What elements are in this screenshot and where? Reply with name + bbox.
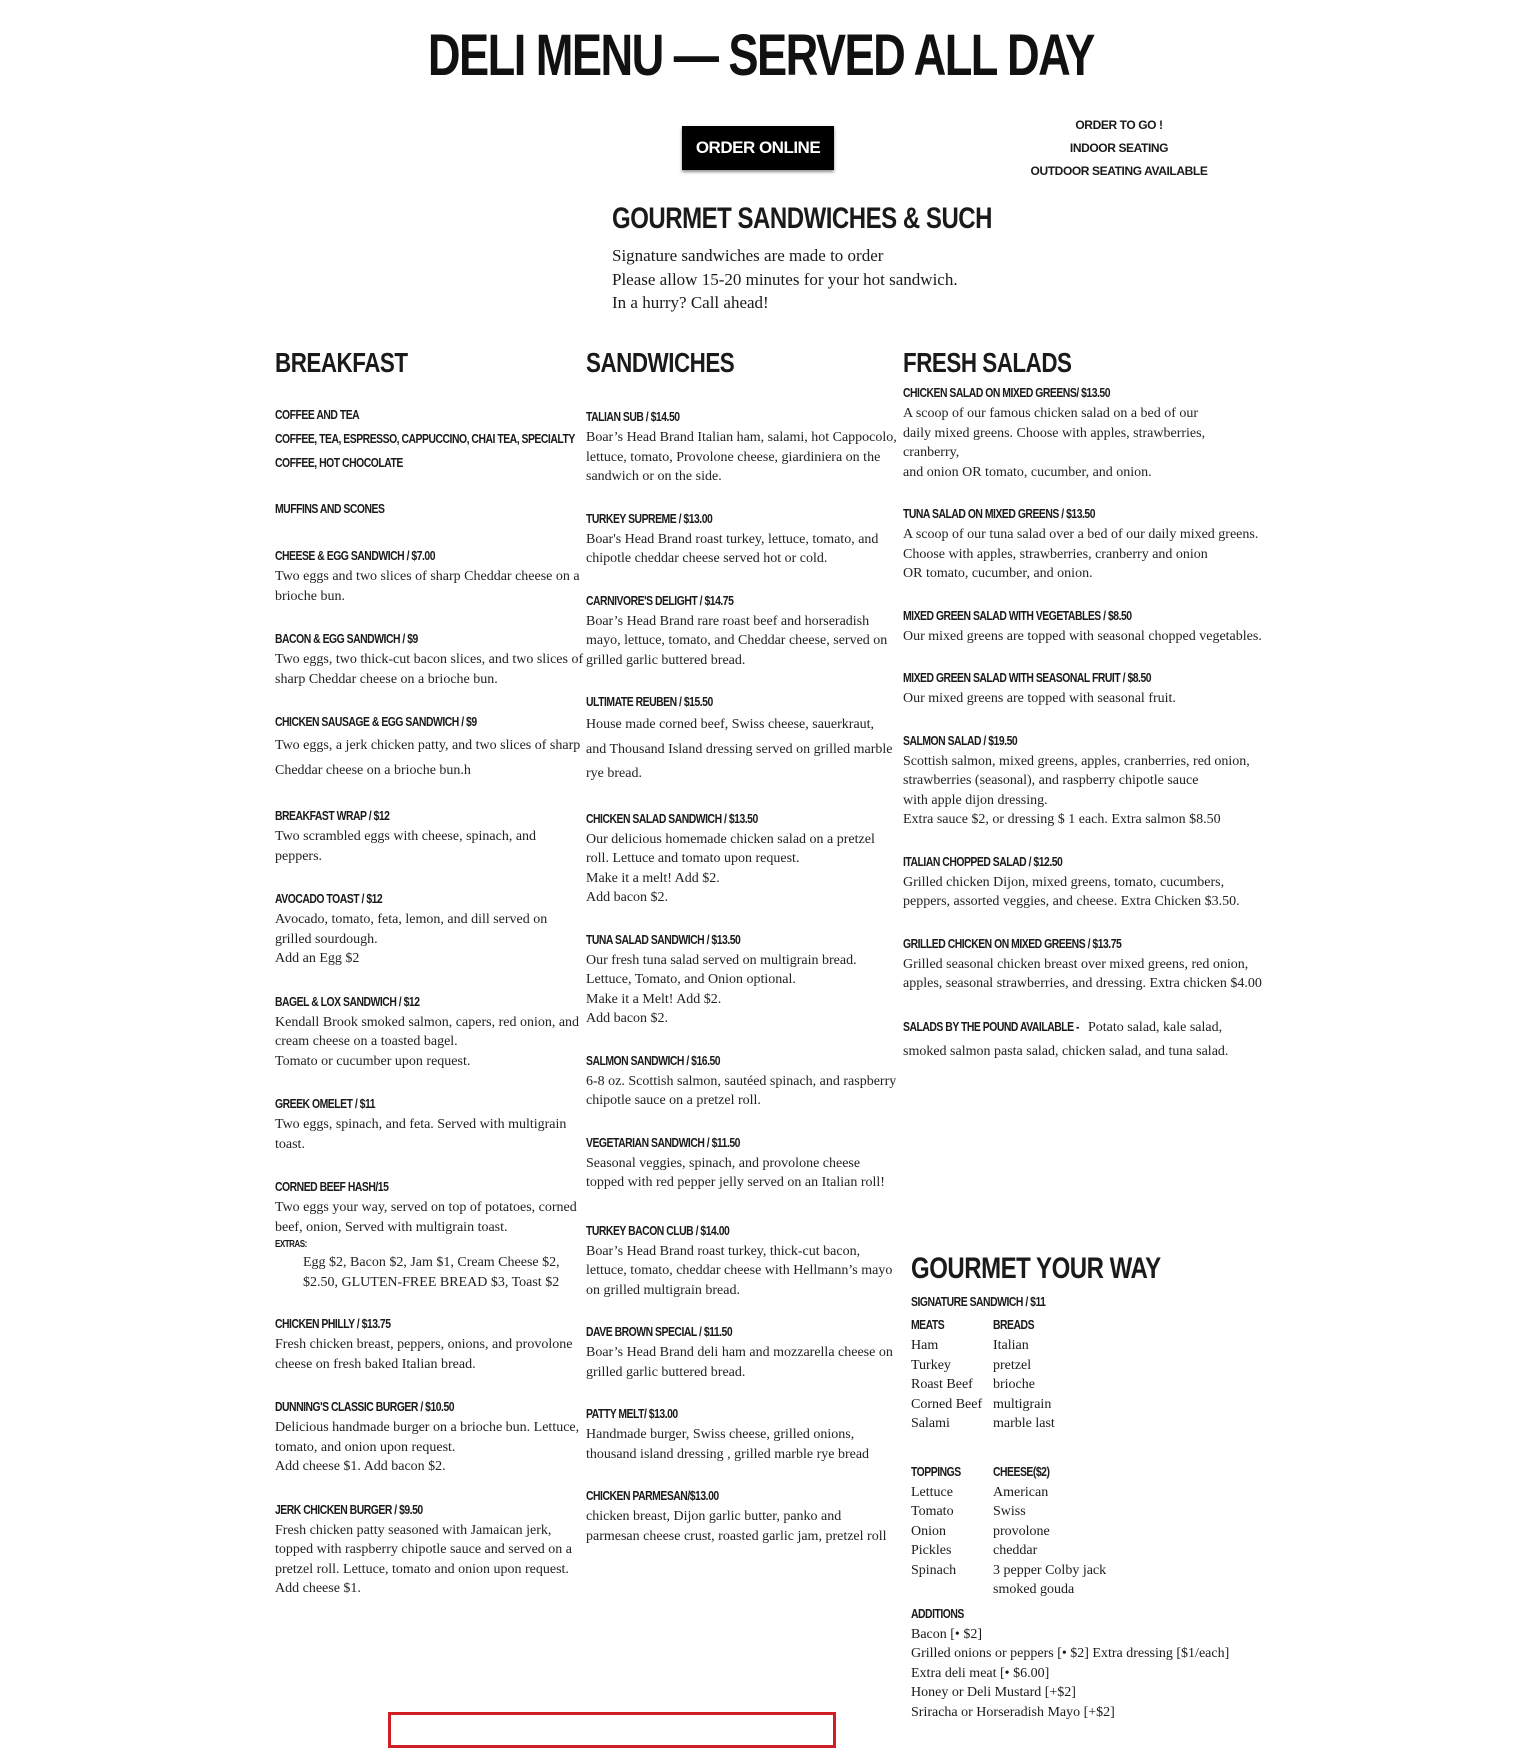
item-name: GRILLED CHICKEN ON MIXED GREENS / $13.75 xyxy=(903,935,1122,951)
menu-item xyxy=(275,710,585,783)
menu-item xyxy=(586,1320,902,1382)
menu-item xyxy=(586,1049,902,1111)
cheese-label: CHEESE($2) xyxy=(993,1463,1050,1479)
menu-item xyxy=(275,627,585,689)
item-description: Two eggs your way, served on top of potatoes, corned beef, onion, Served with multigrain toast. xyxy=(275,1200,577,1235)
menu-item xyxy=(903,381,1263,482)
salads-heading: FRESH SALADS xyxy=(903,347,1072,378)
cheese-option: Swiss xyxy=(993,1504,1026,1519)
menu-item xyxy=(586,1484,902,1546)
item-name: BAGEL & LOX SANDWICH / $12 xyxy=(275,993,420,1009)
cheese-option: American xyxy=(993,1484,1049,1500)
item-name: CHICKEN PARMESAN/$13.00 xyxy=(586,1488,719,1503)
menu-item xyxy=(903,502,1263,584)
menu-item xyxy=(275,1175,585,1237)
salads-by-pound xyxy=(903,1014,1263,1064)
menu-item xyxy=(275,804,585,866)
sandwiches-heading: SANDWICHES xyxy=(586,347,735,378)
item-description: A scoop of our famous chicken salad on a bed of our daily mixed greens. Choose with apples, strawberries, cranberry, and onion OR tomato, cucumber, and onion. xyxy=(903,406,1206,480)
item-name: CHICKEN PHILLY / $13.75 xyxy=(275,1316,391,1331)
item-description: Grilled seasonal chicken breast over mixed greens, red onion, apples, seasonal strawberries, and dressing. Extra chicken $4.00 xyxy=(903,956,1262,991)
item-name: CORNED BEEF HASH/15 xyxy=(275,1179,389,1194)
item-description: Boar's Head Brand roast turkey, lettuce, tomato, and chipotle cheddar cheese served hot or cold. xyxy=(586,531,879,566)
breakfast-column xyxy=(275,345,585,1599)
note-indoor-seating: INDOOR SEATING xyxy=(1069,141,1169,155)
menu-item xyxy=(275,1498,585,1599)
salads-by-pound-text: Potato salad, kale salad, xyxy=(1087,1019,1223,1035)
item-name: MIXED GREEN SALAD WITH SEASONAL FRUIT / $8.50 xyxy=(903,670,1152,685)
item-name: TUNA SALAD SANDWICH / $13.50 xyxy=(586,931,741,947)
item-description: Fresh chicken patty seasoned with Jamaican jerk, topped with raspberry chipotle sauce and served on a pretzel roll. Lettuce, tomato and onion upon request. Add cheese $1. xyxy=(275,1522,573,1596)
item-name: VEGETARIAN SANDWICH / $11.50 xyxy=(586,1134,740,1150)
muffins-scones: MUFFINS AND SCONES xyxy=(275,501,385,516)
menu-item xyxy=(903,932,1263,994)
menu-item xyxy=(275,544,585,606)
meats-breads-table xyxy=(911,1313,1291,1434)
item-description: Boar’s Head Brand Italian ham, salami, hot Cappocolo, lettuce, tomato, Provolone cheese, giardiniera on the sandwich or on the side. xyxy=(586,430,897,484)
addition-option: Extra deli meat [• $6.00] xyxy=(911,1665,1050,1681)
gourmet-heading: GOURMET SANDWICHES & SUCH xyxy=(612,202,993,235)
addition-option: Sriracha or Horseradish Mayo [+$2] xyxy=(911,1704,1115,1720)
item-description: Boar’s Head Brand rare roast beef and horseradish mayo, lettuce, tomato, and Cheddar cheese, served on grilled garlic buttered bread. xyxy=(586,613,888,668)
item-name: CHICKEN SALAD ON MIXED GREENS/ $13.50 xyxy=(903,385,1111,400)
item-description: Kendall Brook smoked salmon, capers, red onion, and cream cheese on a toasted bagel. Tomato or cucumber upon request. xyxy=(275,1014,580,1069)
order-online-button[interactable]: ORDER ONLINE xyxy=(682,126,834,170)
note-outdoor-seating: OUTDOOR SEATING AVAILABLE xyxy=(1030,164,1208,178)
item-name: CHEESE & EGG SANDWICH / $7.00 xyxy=(275,548,436,563)
item-description: Handmade burger, Swiss cheese, grilled onions, thousand island dressing , grilled marble rye bread xyxy=(586,1427,870,1462)
item-description: Two eggs, spinach, and feta. Served with multigrain toast. xyxy=(275,1117,567,1152)
meat-option: Ham xyxy=(911,1338,939,1353)
meats-label: MEATS xyxy=(911,1317,945,1332)
bread-option: marble last xyxy=(993,1416,1055,1431)
menu-item xyxy=(275,1092,585,1154)
item-name: TUNA SALAD ON MIXED GREENS / $13.50 xyxy=(903,506,1096,521)
item-description: Scottish salmon, mixed greens, apples, cranberries, red onion, strawberries (seasonal), and raspberry chipotle sauce with apple dijon dressing. Extra sauce $2, or dressing $ 1 each. Extra salmon $8.50 xyxy=(903,753,1250,827)
coffee-tea-block xyxy=(275,403,585,475)
menu-item xyxy=(275,887,585,969)
salads-by-pound-label: SALADS BY THE POUND AVAILABLE - xyxy=(903,1018,1079,1034)
menu-item xyxy=(275,1312,585,1374)
item-description: Boar’s Head Brand deli ham and mozzarella cheese on grilled garlic buttered bread. xyxy=(586,1345,893,1380)
menu-item xyxy=(586,507,902,569)
toppings-cheese-table xyxy=(911,1460,1291,1600)
item-description: Seasonal veggies, spinach, and provolone cheese topped with red pepper jelly served on an Italian roll! xyxy=(586,1155,885,1190)
signature-sandwich: SIGNATURE SANDWICH / $11 xyxy=(911,1294,1046,1309)
sandwiches-column xyxy=(586,345,902,1546)
extras-block xyxy=(275,1237,585,1292)
menu-item xyxy=(586,405,902,487)
item-name: JERK CHICKEN BURGER / $9.50 xyxy=(275,1501,423,1517)
item-name: CARNIVORE'S DELIGHT / $14.75 xyxy=(586,592,734,608)
item-name: AVOCADO TOAST / $12 xyxy=(275,891,383,906)
menu-item xyxy=(586,1402,902,1464)
gourmet-intro-section xyxy=(612,200,1112,315)
topping-option: Spinach xyxy=(911,1562,957,1578)
item-description: Our mixed greens are topped with seasonal fruit. xyxy=(903,691,1176,706)
cheese-option: 3 pepper Colby jack xyxy=(993,1562,1107,1578)
gourmet-intro-line: In a hurry? Call ahead! xyxy=(612,293,769,312)
menu-item xyxy=(586,589,902,671)
item-description: Two eggs, two thick-cut bacon slices, and two slices of sharp Cheddar cheese on a brioche bun. xyxy=(275,652,584,687)
item-name: CHICKEN SALAD SANDWICH / $13.50 xyxy=(586,810,758,826)
item-description: Grilled chicken Dijon, mixed greens, tomato, cucumbers, peppers, assorted veggies, and cheese. Extra Chicken $3.50. xyxy=(903,874,1240,909)
item-description: 6-8 oz. Scottish salmon, sautéed spinach, and raspberry chipotle sauce on a pretzel roll. xyxy=(586,1073,897,1108)
addition-option: Bacon [• $2] xyxy=(911,1626,982,1642)
cheese-option: cheddar xyxy=(993,1543,1038,1558)
bottom-red-frame xyxy=(388,1712,836,1748)
item-name: BACON & EGG SANDWICH / $9 xyxy=(275,631,418,646)
gourmet-your-way-heading: GOURMET YOUR WAY xyxy=(911,1252,1161,1285)
menu-item xyxy=(903,850,1263,912)
item-name: BREAKFAST WRAP / $12 xyxy=(275,808,390,823)
menu-item xyxy=(586,928,902,1029)
menu-item xyxy=(586,1219,902,1301)
item-name: TURKEY BACON CLUB / $14.00 xyxy=(586,1222,730,1238)
item-name: DAVE BROWN SPECIAL / $11.50 xyxy=(586,1324,733,1339)
note-order-to-go: ORDER TO GO ! xyxy=(1075,118,1163,132)
menu-item xyxy=(903,666,1263,709)
topping-option xyxy=(911,1580,993,1600)
item-name: SALMON SANDWICH / $16.50 xyxy=(586,1052,721,1068)
salads-column xyxy=(903,345,1263,1064)
item-name: DUNNING'S CLASSIC BURGER / $10.50 xyxy=(275,1399,455,1414)
cheese-option: smoked gouda xyxy=(993,1582,1075,1597)
item-description: House made corned beef, Swiss cheese, sauerkraut, and Thousand Island dressing served on grilled marble rye bread. xyxy=(586,717,893,781)
item-description: Delicious handmade burger on a brioche bun. Lettuce, tomato, and onion upon request. Add cheese $1. Add bacon $2. xyxy=(275,1420,580,1474)
addition-option: Grilled onions or peppers [• $2] Extra dressing [$1/each] xyxy=(911,1646,1230,1661)
menu-item xyxy=(586,1131,902,1193)
bread-option: Italian xyxy=(993,1338,1029,1353)
coffee-tea-line: COFFEE, TEA, ESPRESSO, CAPPUCCINO, CHAI TEA, SPECIALTY xyxy=(275,431,575,446)
item-description: Our fresh tuna salad served on multigrain bread. Lettuce, Tomato, and Onion optional. Make it a Melt! Add $2. Add bacon $2. xyxy=(586,952,857,1026)
topping-option: Lettuce xyxy=(911,1484,953,1500)
item-description: Avocado, tomato, feta, lemon, and dill served on grilled sourdough. Add an Egg $2 xyxy=(275,912,548,966)
topping-option: Tomato xyxy=(911,1504,954,1519)
breads-label: BREADS xyxy=(993,1317,1035,1332)
bread-option: multigrain xyxy=(993,1396,1052,1412)
topping-option: Onion xyxy=(911,1523,946,1539)
item-description: A scoop of our tuna salad over a bed of our daily mixed greens. Choose with apples, strawberries, cranberry and onion OR tomato, cucumber, and onion. xyxy=(903,527,1259,581)
bread-option: brioche xyxy=(993,1377,1035,1392)
gourmet-intro-line: Please allow 15-20 minutes for your hot sandwich. xyxy=(612,269,958,289)
menu-item xyxy=(903,729,1263,830)
item-description: Two eggs and two slices of sharp Cheddar cheese on a brioche bun. xyxy=(275,569,580,604)
item-description: chicken breast, Dijon garlic butter, panko and parmesan cheese crust, roasted garlic jam, pretzel roll xyxy=(586,1509,887,1544)
meat-option: Roast Beef xyxy=(911,1377,973,1392)
menu-item xyxy=(586,807,902,908)
toppings-label: TOPPINGS xyxy=(911,1463,961,1479)
page-title: DELI MENU — SERVED ALL DAY xyxy=(427,23,1094,88)
cheese-option: provolone xyxy=(993,1523,1050,1539)
item-description: Two scrambled eggs with cheese, spinach, and peppers. xyxy=(275,829,537,864)
extras-text: Egg $2, Bacon $2, Jam $1, Cream Cheese $2, $2.50, GLUTEN-FREE BREAD $3, Toast $2 xyxy=(303,1255,560,1290)
coffee-tea-line: COFFEE, HOT CHOCOLATE xyxy=(275,455,403,470)
item-name: MIXED GREEN SALAD WITH VEGETABLES / $8.50 xyxy=(903,607,1132,623)
meat-option: Corned Beef xyxy=(911,1396,983,1412)
menu-item xyxy=(275,1395,585,1477)
item-description: Boar’s Head Brand roast turkey, thick-cut bacon, lettuce, tomato, cheddar cheese with Hellmann’s mayo on grilled multigrain bread. xyxy=(586,1243,893,1298)
menu-item xyxy=(275,990,585,1072)
item-name: PATTY MELT/ $13.00 xyxy=(586,1406,678,1421)
gourmet-intro-line: Signature sandwiches are made to order xyxy=(612,246,884,265)
meat-option: Salami xyxy=(911,1416,950,1431)
salads-by-pound-text: smoked salmon pasta salad, chicken salad, and tuna salad. xyxy=(903,1043,1229,1059)
item-description: Fresh chicken breast, peppers, onions, and provolone cheese on fresh baked Italian bread. xyxy=(275,1337,573,1372)
item-name: ULTIMATE REUBEN / $15.50 xyxy=(586,694,713,709)
item-description: Our delicious homemade chicken salad on a pretzel roll. Lettuce and tomato upon request. Make it a melt! Add $2. Add bacon $2. xyxy=(586,831,875,905)
item-name: TURKEY SUPREME / $13.00 xyxy=(586,510,713,526)
item-description: Two eggs, a jerk chicken patty, and two slices of sharp Cheddar cheese on a brioche bun.h xyxy=(275,738,581,778)
service-notes xyxy=(1030,114,1208,183)
bread-option: pretzel xyxy=(993,1357,1032,1373)
item-description: Our mixed greens are topped with seasonal chopped vegetables. xyxy=(903,628,1262,644)
coffee-tea-title: COFFEE AND TEA xyxy=(275,407,360,422)
addition-option: Honey or Deli Mustard [+$2] xyxy=(911,1685,1076,1700)
item-name: TALIAN SUB / $14.50 xyxy=(586,409,680,424)
item-name: GREEK OMELET / $11 xyxy=(275,1096,376,1111)
item-name: ITALIAN CHOPPED SALAD / $12.50 xyxy=(903,853,1063,869)
extras-label: EXTRAS: xyxy=(275,1239,307,1250)
menu-item xyxy=(586,690,902,787)
item-name: CHICKEN SAUSAGE & EGG SANDWICH / $9 xyxy=(275,714,477,729)
gourmet-your-way-section xyxy=(911,1250,1291,1722)
topping-option: Pickles xyxy=(911,1543,952,1558)
meat-option: Turkey xyxy=(911,1357,951,1373)
item-name: SALMON SALAD / $19.50 xyxy=(903,732,1018,748)
additions-label: ADDITIONS xyxy=(911,1605,964,1621)
breakfast-heading: BREAKFAST xyxy=(275,347,408,378)
menu-item xyxy=(903,604,1263,647)
